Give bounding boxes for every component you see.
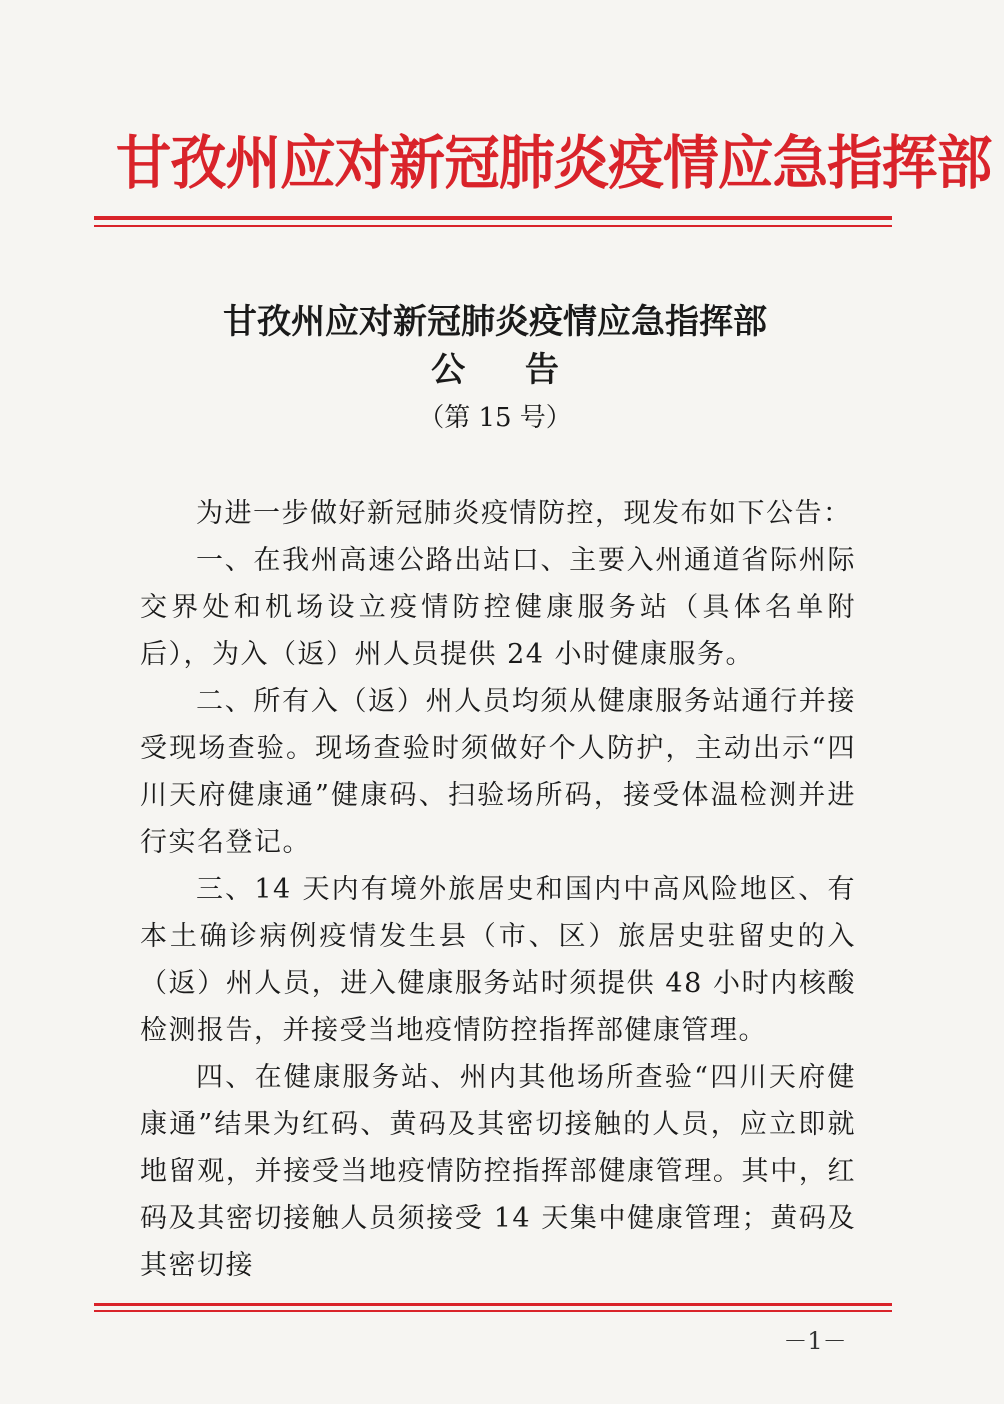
notice-body	[140, 490, 856, 1289]
notice-title-organization: 甘孜州应对新冠肺炎疫情应急指挥部	[223, 302, 767, 342]
notice-title-announcement: 公 告	[431, 350, 583, 390]
intro-paragraph: 为进一步做好新冠肺炎疫情防控，现发布如下公告：	[196, 498, 852, 529]
clause-paragraph-3: 三、14 天内有境外旅居史和国内中高风险地区、有本土确诊病例疫情发生县（市、区）旅居史驻留史的入（返）州人员，进入健康服务站时须提供 48 小时内核酸检测报告，并接受当地疫情防控指挥部健康管理。	[140, 874, 856, 1046]
clause-paragraph-4: 四、在健康服务站、州内其他场所查验“四川天府健康通”结果为红码、黄码及其密切接触的人员，应立即就地留观，并接受当地疫情防控指挥部健康管理。其中，红码及其密切接触人员须接受 14 天集中健康管理；黄码及其密切接	[140, 1062, 856, 1281]
header-red-rule-thin	[94, 225, 892, 227]
page-number: －1－	[783, 1327, 847, 1355]
clause-paragraph-1: 一、在我州高速公路出站口、主要入州通道省际州际交界处和机场设立疫情防控健康服务站（具体名单附后），为入（返）州人员提供 24 小时健康服务。	[140, 545, 856, 670]
clause-paragraph-2: 二、所有入（返）州人员均须从健康服务站通行并接受现场查验。现场查验时须做好个人防护，主动出示“四川天府健康通”健康码、扫验场所码，接受体温检测并进行实名登记。	[140, 686, 856, 858]
footer-red-rule-thick	[94, 1303, 892, 1306]
footer-red-rule-thin	[94, 1310, 892, 1312]
issuing-organization-header: 甘孜州应对新冠肺炎疫情应急指挥部	[115, 129, 992, 197]
header-red-rule-thick	[94, 216, 892, 220]
notice-number: （第 15 号）	[418, 403, 572, 433]
